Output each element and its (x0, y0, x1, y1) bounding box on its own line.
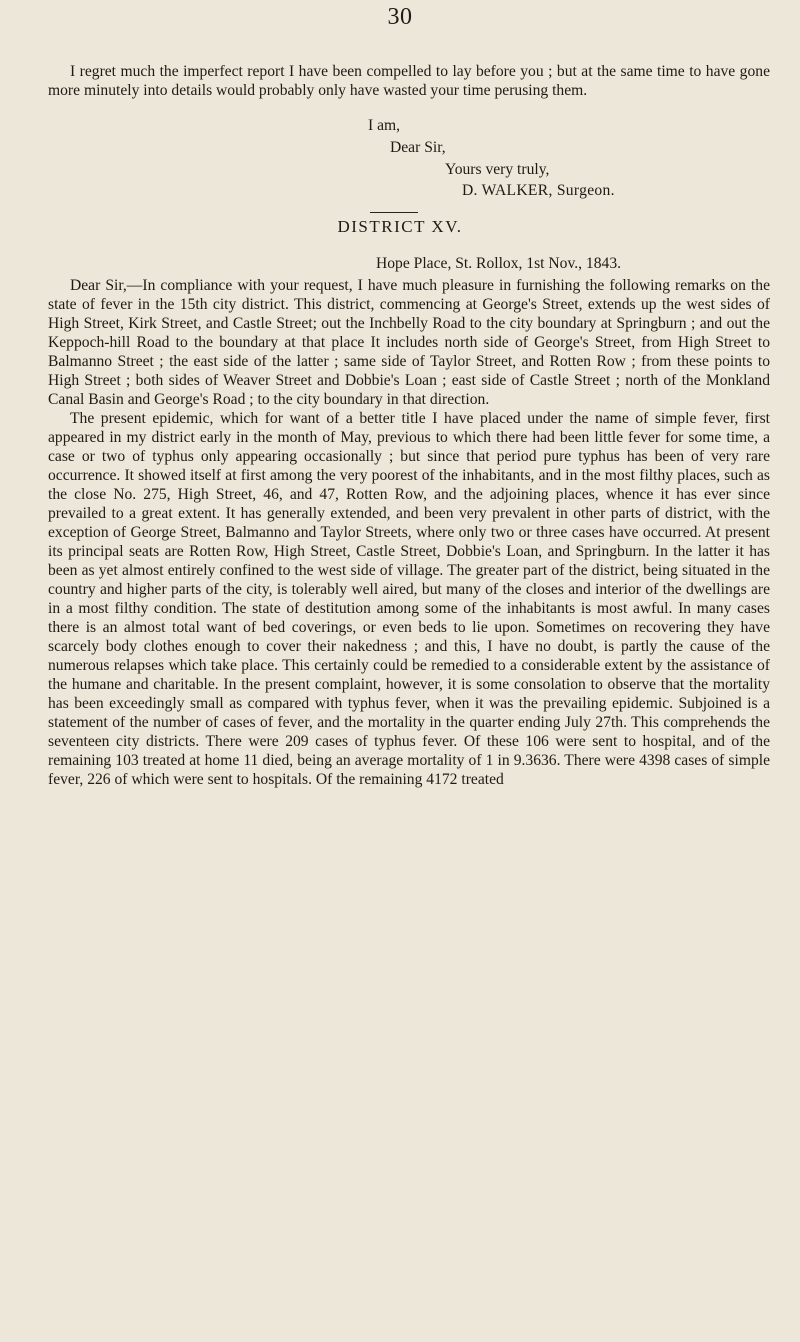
signature: D. WALKER, Surgeon. (462, 182, 615, 199)
letter-address: Hope Place, St. Rollox, 1st Nov., 1843. (376, 255, 622, 272)
intro-paragraph: I regret much the imperfect report I have been compelled to lay before you ; but at the same time to have gone more minutely into details would probably only have wasted your time perusing them. (48, 63, 770, 99)
closing-line-1: I am, (368, 117, 401, 134)
district-heading: DISTRICT XV. (337, 217, 463, 236)
district-body (48, 276, 770, 789)
closing-line-3: Yours very truly, (445, 161, 550, 178)
section-divider (370, 212, 418, 213)
body-paragraph: The present epidemic, which for want of a better title I have placed under the name of simple fever, first appeared in my district early in the month of May, previous to which there had been little fever for some time, a case or two of typhus only appearing occasionally ; but since that period pure typhus has been of very rare occurrence. It showed itself at first among the very poorest of the inhabitants, and in the most filthy places, such as the close No. 275, High Street, 46, and 47, Rotten Row, and the adjoining places, whence it has ever since prevailed to a great extent. It has generally extended, and been very prevalent in other parts of district, with the exception of George Street, Balmanno and Taylor Streets, where only two or three cases have occurred. At present its principal seats are Rotten Row, High Street, Castle Street, Dobbie's Loan, and Springburn. In the latter it has been as yet almost entirely confined to the west side of village. The greater part of the district, being situated in the country and higher parts of the city, is tolerably well aired, but many of the closes and interior of the dwellings are in a most filthy condition. The state of destitution among some of the inhabitants is most awful. In many cases there is an almost total want of bed coverings, or even beds to lie upon. Sometimes on recovering they have scarcely body clothes enough to cover their nakedness ; and this, I have no doubt, is partly the cause of the numerous relapses which take place. This certainly could be remedied to a considerable extent by the assistance of the humane and charitable. In the present complaint, however, it is some consolation to observe that the mortality has been exceedingly small as compared with typhus fever, when it was the prevailing epidemic. Subjoined is a statement of the number of cases of fever, and the mortality in the quarter ending July 27th. This comprehends the seventeen city districts. There were 209 cases of typhus fever. Of these 106 were sent to hospital, and of the remaining 103 treated at home 11 died, being an average mortality of 1 in 9.3636. There were 4398 cases of simple fever, 226 of which were sent to hospitals. Of the remaining 4172 treated (48, 410, 770, 788)
page-number: 30 (387, 4, 413, 30)
body-paragraph: Dear Sir,—In compliance with your request, I have much pleasure in furnishing the following remarks on the state of fever in the 15th city district. This district, commencing at George's Street, extends up the west sides of High Street, Kirk Street, and Castle Street; out the Inchbelly Road to the city boundary at Springburn ; and out the Keppoch-hill Road to the boundary at that place It includes north side of George's Street, from High Street to Balmanno Street ; the east side of the latter ; same side of Taylor Street, and Rotten Row ; from these points to High Street ; both sides of Weaver Street and Dobbie's Loan ; east side of Castle Street ; north of the Monkland Canal Basin and George's Road ; to the city boundary in that direction. (48, 277, 770, 408)
closing-line-2: Dear Sir, (390, 139, 446, 156)
